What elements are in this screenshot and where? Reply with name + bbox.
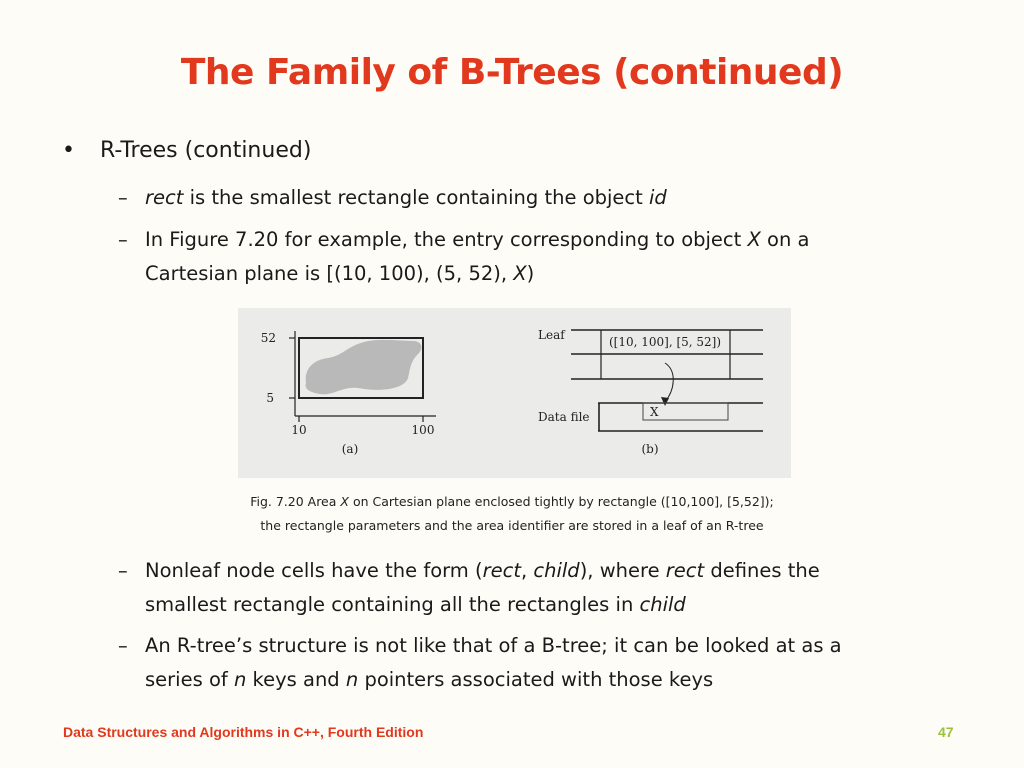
dash-marker: –	[118, 559, 128, 582]
text-run: pointers associated with those keys	[358, 668, 714, 691]
text-run: ), where	[579, 559, 666, 582]
text-run: Fig. 7.20 Area	[250, 494, 341, 509]
term-x: X	[340, 494, 349, 509]
sub-bullet-text	[145, 223, 975, 291]
term-rect: rect	[145, 186, 184, 209]
text-run: keys and	[246, 668, 346, 691]
text-run: on Cartesian plane enclosed tightly by rectangle ([10,100], [5,52]);	[348, 494, 774, 509]
slide-title: The Family of B-Trees (continued)	[180, 52, 844, 93]
term-child: child	[533, 559, 580, 582]
dash-marker: –	[118, 228, 128, 251]
panel-a	[261, 331, 436, 456]
panel-a-label: (a)	[341, 442, 359, 456]
panel-b-label: (b)	[641, 442, 659, 456]
dash-marker: –	[118, 634, 128, 657]
text-run: defines the	[704, 559, 820, 582]
text-run: An R-tree’s structure is not like that of a B-tree; it can be looked at as a	[145, 634, 842, 657]
area-x-blob	[306, 340, 422, 394]
arrow-head-icon	[661, 397, 669, 406]
term-n: n	[233, 668, 247, 691]
text-run: smallest rectangle containing all the rectangles in	[145, 593, 640, 616]
pointer-arrow	[665, 363, 673, 402]
sub-bullet-text	[145, 181, 975, 215]
figure-7-20	[238, 308, 791, 478]
x-tick-label-10: 10	[291, 423, 307, 437]
bullet-text: R-Trees (continued)	[100, 138, 312, 163]
leaf-label: Leaf	[538, 328, 565, 342]
leaf-entry: ([10, 100], [5, 52])	[608, 335, 722, 349]
text-run: Nonleaf node cells have the form (	[145, 559, 483, 582]
sub-bullet-text	[145, 554, 975, 622]
data-file-label: Data file	[538, 410, 590, 424]
term-child: child	[639, 593, 686, 616]
y-tick-label-5: 5	[266, 391, 274, 405]
text-run: on a	[760, 228, 810, 251]
text-run: ,	[520, 559, 534, 582]
figure-caption-line2: the rectangle parameters and the area identifier are stored in a leaf of an R-tree	[260, 518, 764, 533]
figure-drawing	[238, 308, 791, 478]
text-run: series of	[145, 668, 234, 691]
term-rect: rect	[482, 559, 521, 582]
bullet-marker: •	[62, 138, 75, 163]
dash-marker: –	[118, 186, 128, 209]
page-number: 47	[938, 724, 954, 740]
sub-bullet-text	[145, 629, 975, 697]
term-id: id	[648, 186, 667, 209]
panel-b	[538, 328, 763, 456]
term-x: X	[747, 228, 761, 251]
text-run: is the smallest rectangle containing the object	[183, 186, 649, 209]
footer-book-title: Data Structures and Algorithms in C++, Fourth Edition	[63, 724, 424, 740]
figure-caption-line1	[0, 494, 1024, 509]
text-run: Cartesian plane is [(10, 100), (5, 52),	[145, 262, 514, 285]
y-tick-label-52: 52	[260, 331, 276, 345]
object-x: X	[650, 405, 659, 419]
term-n: n	[345, 668, 359, 691]
text-run: In Figure 7.20 for example, the entry corresponding to object	[145, 228, 748, 251]
term-rect: rect	[665, 559, 705, 582]
text-run: )	[526, 262, 535, 285]
term-x: X	[513, 262, 527, 285]
x-tick-label-100: 100	[411, 423, 435, 437]
